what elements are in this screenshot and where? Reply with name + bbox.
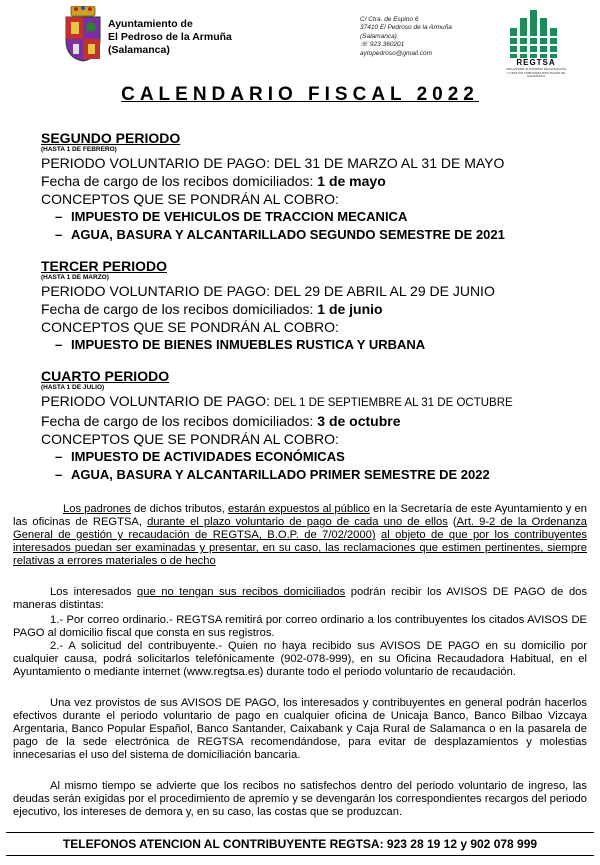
text-run: estarán expuestos al público [227,503,370,515]
concept-text: AGUA, BASURA Y ALCANTARILLADO PRIMER SEMESTRE DE 2022 [71,467,490,482]
section-segundo-periodo [41,130,581,244]
section-note: (HASTA 1 DE JULIO) [41,384,105,391]
concept-text: IMPUESTO DE BIENES INMUEBLES RUSTICA Y URBANA [71,337,426,352]
payment-period-dates: DEL 1 DE SEPTIEMBRE AL 31 DE OCTUBRE [273,397,513,409]
payment-period [41,392,581,412]
concepts-heading: CONCEPTOS QUE SE PONDRÁN AL COBRO: [41,191,339,207]
addr-line-1: C/ Ctra. de Espino 6 [360,16,419,23]
text-run: ( [447,516,457,528]
section-note: (HASTA 1 DE FEBRERO) [41,146,117,153]
concept-item [41,336,581,354]
addr-line-3: (Salamanca) [360,32,397,40]
section-note: (HASTA 1 DE MARZO) [41,274,109,281]
section-cuarto-periodo [41,368,581,484]
ayto-line-1: Ayuntamiento de [108,18,193,30]
ayto-line-3: (Salamanca) [108,44,170,56]
dash-marker: – [55,467,63,482]
charge-date [41,412,581,430]
addr-email: aytopedroso@gmail.com [360,49,432,57]
regtsa-logo-icon [506,6,566,62]
footer-top-rule [6,832,594,833]
concept-text: IMPUESTO DE VEHICULOS DE TRACCION MECANICA [71,209,408,224]
concept-item [41,226,581,244]
municipal-coat-of-arms-icon [62,6,104,62]
addr-line-2: 37410 El Pedroso de la Armuña [360,24,452,32]
dash-marker: – [55,227,63,242]
charge-date-value: 1 de junio [317,301,383,317]
text-run: Los interesados [50,586,137,598]
paragraph-padrones [13,503,587,568]
paragraph-option-2: 2.- A solicitud del contribuyente.- Quien no haya recibido sus AVISOS DE PAGO en su domicilio por cualquier causa, podrá solicitarlos telefónicamente (902-078-999), en su Oficina Recaudadora Habitual, en el Ayuntamiento o mediante internet (www.regtsa.es) durante todo el periodo voluntario de recaudación. [13,640,587,678]
municipality-address [360,16,452,58]
charge-date [41,300,581,318]
payment-period: PERIODO VOLUNTARIO DE PAGO: DEL 31 DE MARZO AL 31 DE MAYO [41,155,505,171]
text-run: en la Secretaría de este Ayuntamiento y en las oficinas de REGTSA, [13,503,587,528]
municipality-name [108,18,232,57]
section-heading: TERCER PERIODO [41,258,168,274]
dash-marker: – [55,337,63,352]
dash-marker: – [55,449,63,464]
text-run: de dichos tributos, [130,503,228,515]
section-tercer-periodo [41,258,581,354]
concept-text: IMPUESTO DE ACTIVIDADES ECONÓMICAS [71,449,345,464]
paragraph-avisos-pago: Una vez provistos de sus AVISOS DE PAGO, los interesados y contribuyentes en general podrán hacerlos efectivos durante el periodo voluntario de pago en cualquier oficina de Unicaja Banco, Banco Bilbao Vizcaya Argentaria, Banco Popular Español, Banco Santander, Caixabank y Caja Rural de Salamanca o en la pasarela de pago de la sede electrónica de REGTSA recomendándose, para evitar de desplazamientos y molestias innecesarias el uso del sistema de domiciliación bancaria. [13,697,587,761]
charge-date-label: Fecha de cargo de los recibos domiciliados: [41,413,318,429]
charge-date-value: 1 de mayo [317,173,386,189]
footer-phone-line: TELEFONOS ATENCION AL CONTRIBUYENTE REGTSA: 923 28 19 12 y 902 078 999 [62,837,538,851]
concepts-heading: CONCEPTOS QUE SE PONDRÁN AL COBRO: [41,319,339,335]
ayto-line-2: El Pedroso de la Armuña [108,31,232,43]
section-heading: SEGUNDO PERIODO [41,130,181,146]
section-heading: CUARTO PERIODO [41,368,170,384]
payment-period: PERIODO VOLUNTARIO DE PAGO: DEL 29 DE ABRIL AL 29 DE JUNIO [41,283,495,299]
payment-period-label: PERIODO VOLUNTARIO DE PAGO: [41,393,274,409]
concept-item [41,208,581,226]
paragraph-interesados [13,586,587,612]
regtsa-name: REGTSA [516,58,556,67]
text-run: podrán recibir los AVISOS DE PAGO de dos maneras distintas: [13,586,587,611]
dash-marker: – [55,209,63,224]
text-run: Los padrones [63,503,131,515]
text-run: que no tengan sus recibos domiciliados [137,586,346,598]
concept-text: AGUA, BASURA Y ALCANTARILLADO SEGUNDO SEMESTRE DE 2021 [71,227,505,242]
page-title: CALENDARIO FISCAL 2022 [121,84,479,105]
addr-phone: ☏ 923 360201 [360,41,405,49]
text-run: durante el plazo voluntario de pago de cada uno de ellos [147,516,448,528]
concepts-heading: CONCEPTOS QUE SE PONDRÁN AL COBRO: [41,431,339,447]
charge-date-label: Fecha de cargo de los recibos domiciliados: [41,301,318,317]
charge-date-label: Fecha de cargo de los recibos domiciliados: [41,173,318,189]
text-run: al objeto de que por los contribuyentes interesados puedan ser examinadas y presentar, en su caso, las reclamaciones que estimen pertinentes, siempre relativas a errores materiales o de hecho [13,529,588,567]
paragraph-apremio: Al mismo tiempo se advierte que los recibos no satisfechos dentro del periodo voluntario de ingreso, las deudas serán exigidas por el procedimiento de apremio y se devengarán los correspondientes recargos del periodo ejecutivo, los intereses de demora y, en su caso, las costas que se produzcan. [13,780,587,818]
concept-item [41,466,581,484]
paragraph-option-1: 1.- Por correo ordinario.- REGTSA remitirá por correo ordinario a los contribuyentes los citados AVISOS DE PAGO al domicilio fiscal que consta en sus registros. [13,614,587,639]
charge-date-value: 3 de octubre [317,413,401,429]
footer-bottom-rule [6,855,594,856]
charge-date [41,172,581,190]
concept-item [41,448,581,466]
regtsa-tagline: ORGANISMO AUTÓNOMO RECAUDACIÓN Y GESTIÓN TRIBUTARIA DIPUTACIÓN DE SALAMANCA [506,67,567,79]
text-run: Art. 9-2 de la Ordenanza General de gestión y recaudación de REGTSA, B.O.P. de 7/02/2000) [13,516,587,541]
